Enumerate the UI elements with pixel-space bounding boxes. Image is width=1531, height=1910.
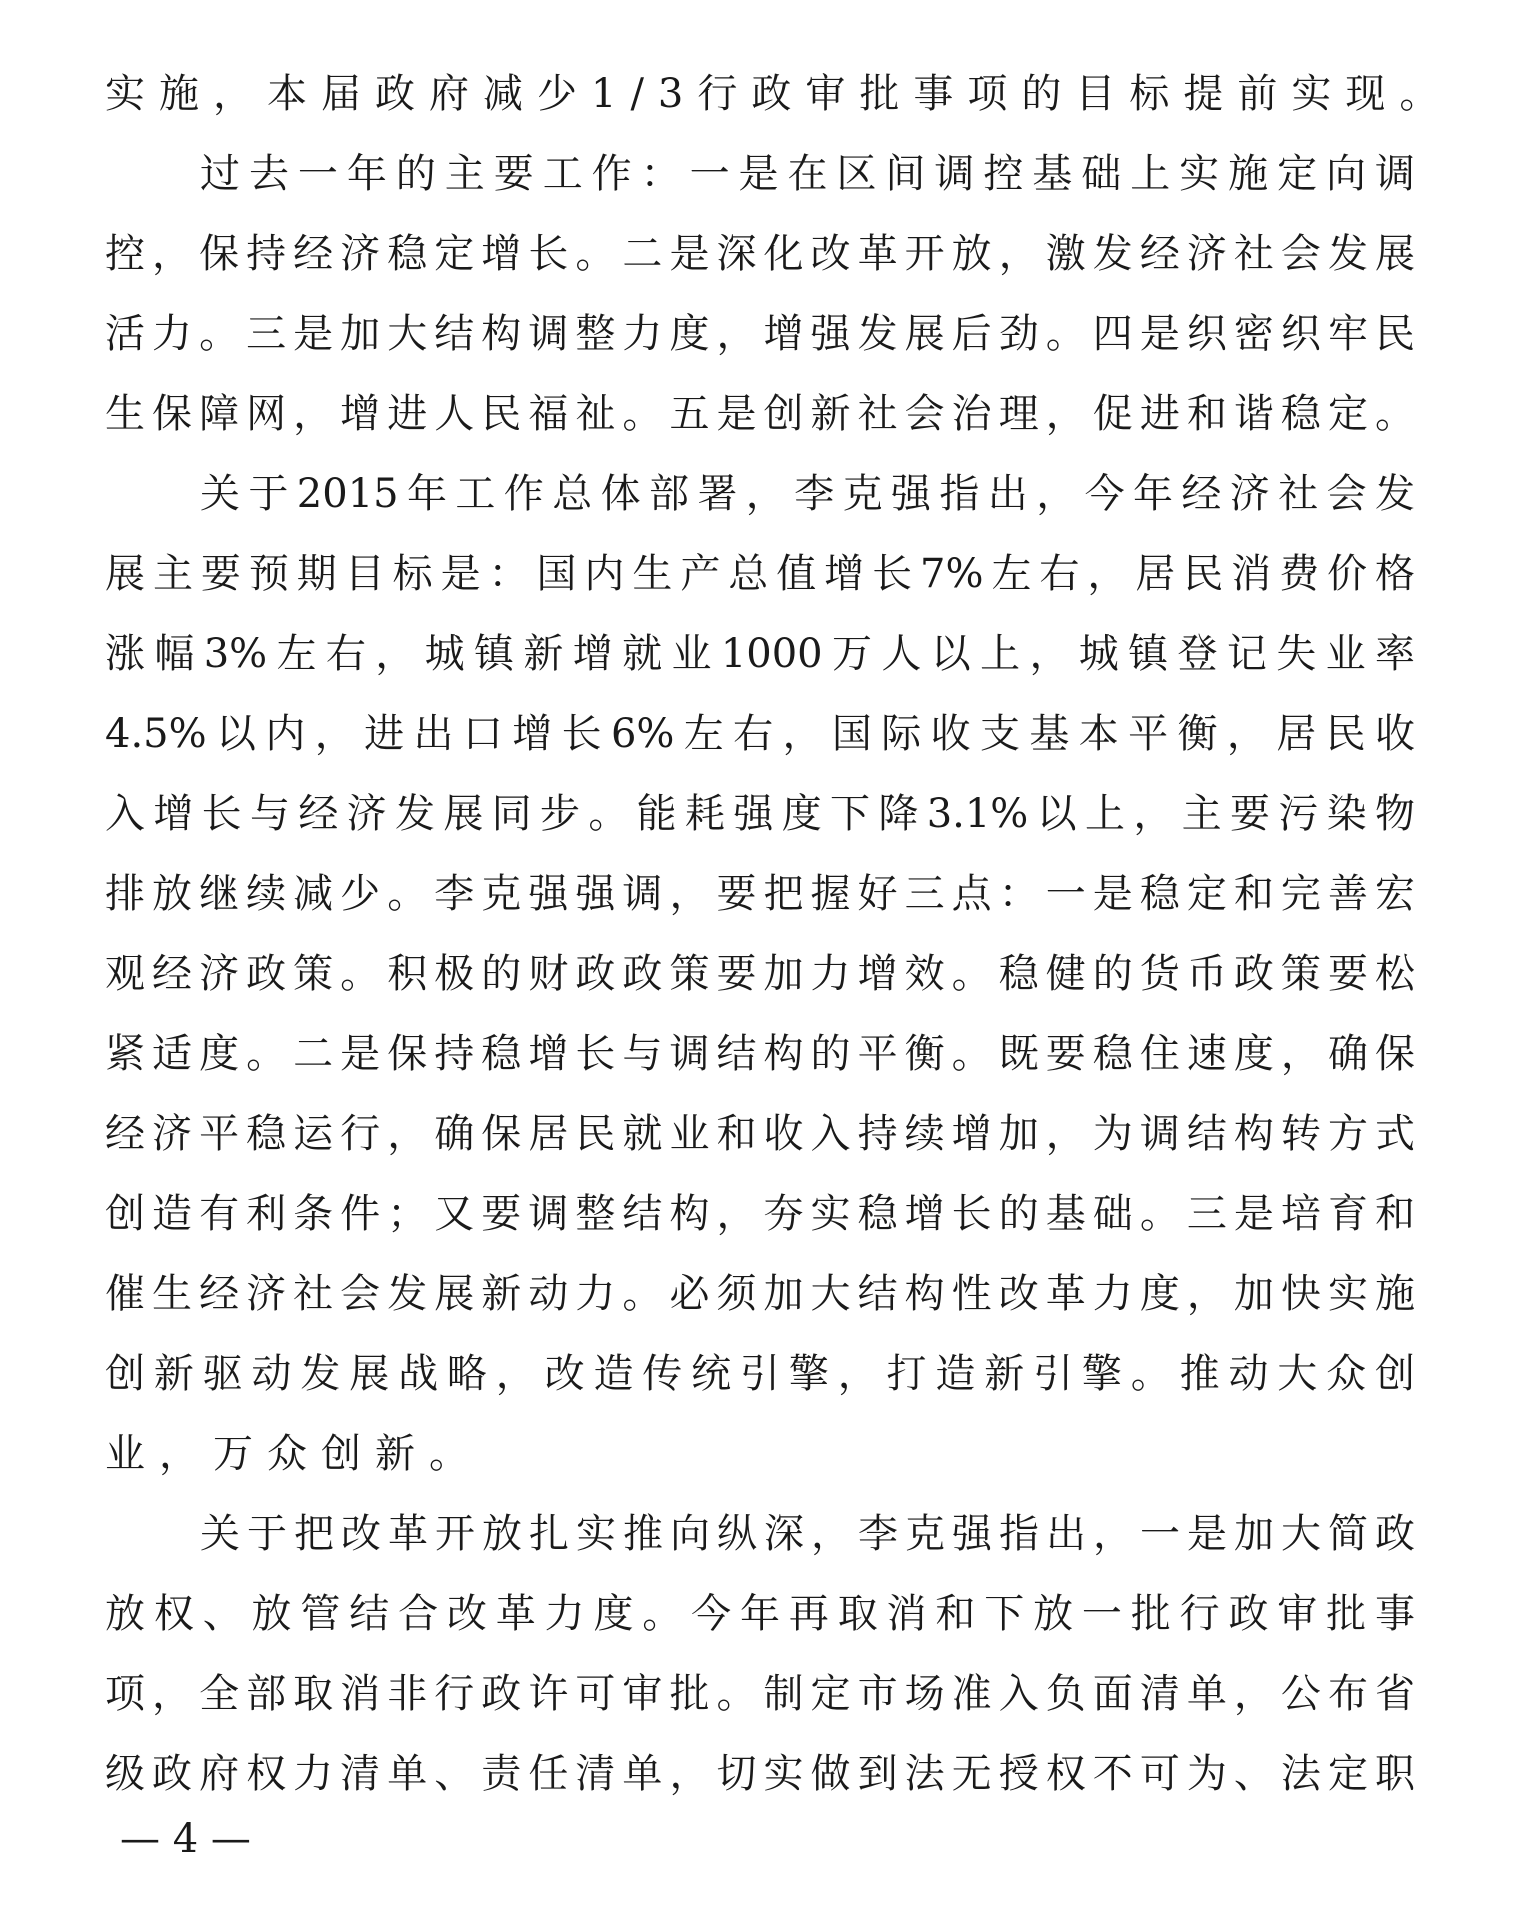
- text-line: 4.5%以内，进出口增长6%左右，国际收支基本平衡，居民收: [105, 711, 1415, 757]
- page-number: — 4 —: [120, 1816, 251, 1862]
- text-line: 创新驱动发展战略，改造传统引擎，打造新引擎。推动大众创: [105, 1351, 1415, 1397]
- text-line: 催生经济社会发展新动力。必须加大结构性改革力度，加快实施: [105, 1271, 1415, 1317]
- text-line: 排放继续减少。李克强强调，要把握好三点：一是稳定和完善宏: [105, 871, 1415, 917]
- paragraph-start-line: 过去一年的主要工作：一是在区间调控基础上实施定向调: [200, 151, 1415, 197]
- paragraph-start-line: 关于2015年工作总体部署，李克强指出，今年经济社会发: [200, 471, 1415, 517]
- text-line: 创造有利条件；又要调整结构，夯实稳增长的基础。三是培育和: [105, 1191, 1415, 1237]
- text-line: 项，全部取消非行政许可审批。制定市场准入负面清单，公布省: [105, 1671, 1415, 1717]
- text-line: 涨幅3%左右，城镇新增就业1000万人以上，城镇登记失业率: [105, 631, 1415, 677]
- text-line: 放权、放管结合改革力度。今年再取消和下放一批行政审批事: [105, 1591, 1415, 1637]
- text-line: 生保障网，增进人民福祉。五是创新社会治理，促进和谐稳定。: [105, 391, 1415, 437]
- text-line: 展主要预期目标是：国内生产总值增长7%左右，居民消费价格: [105, 551, 1415, 597]
- text-line: 控，保持经济稳定增长。二是深化改革开放，激发经济社会发展: [105, 231, 1415, 277]
- text-line: 经济平稳运行，确保居民就业和收入持续增加，为调结构转方式: [105, 1111, 1415, 1157]
- text-line: 级政府权力清单、责任清单，切实做到法无授权不可为、法定职: [105, 1751, 1415, 1797]
- text-line: 紧适度。二是保持稳增长与调结构的平衡。既要稳住速度，确保: [105, 1031, 1415, 1077]
- text-line: 活力。三是加大结构调整力度，增强发展后劲。四是织密织牢民: [105, 311, 1415, 357]
- text-line: 业，万众创新。: [105, 1431, 483, 1477]
- text-line: 入增长与经济发展同步。能耗强度下降3.1%以上，主要污染物: [105, 791, 1415, 837]
- text-line: 观经济政策。积极的财政政策要加力增效。稳健的货币政策要松: [105, 951, 1415, 997]
- text-line: 实施，本届政府减少1/3行政审批事项的目标提前实现。: [105, 71, 1454, 117]
- paragraph-start-line: 关于把改革开放扎实推向纵深，李克强指出，一是加大简政: [200, 1511, 1415, 1557]
